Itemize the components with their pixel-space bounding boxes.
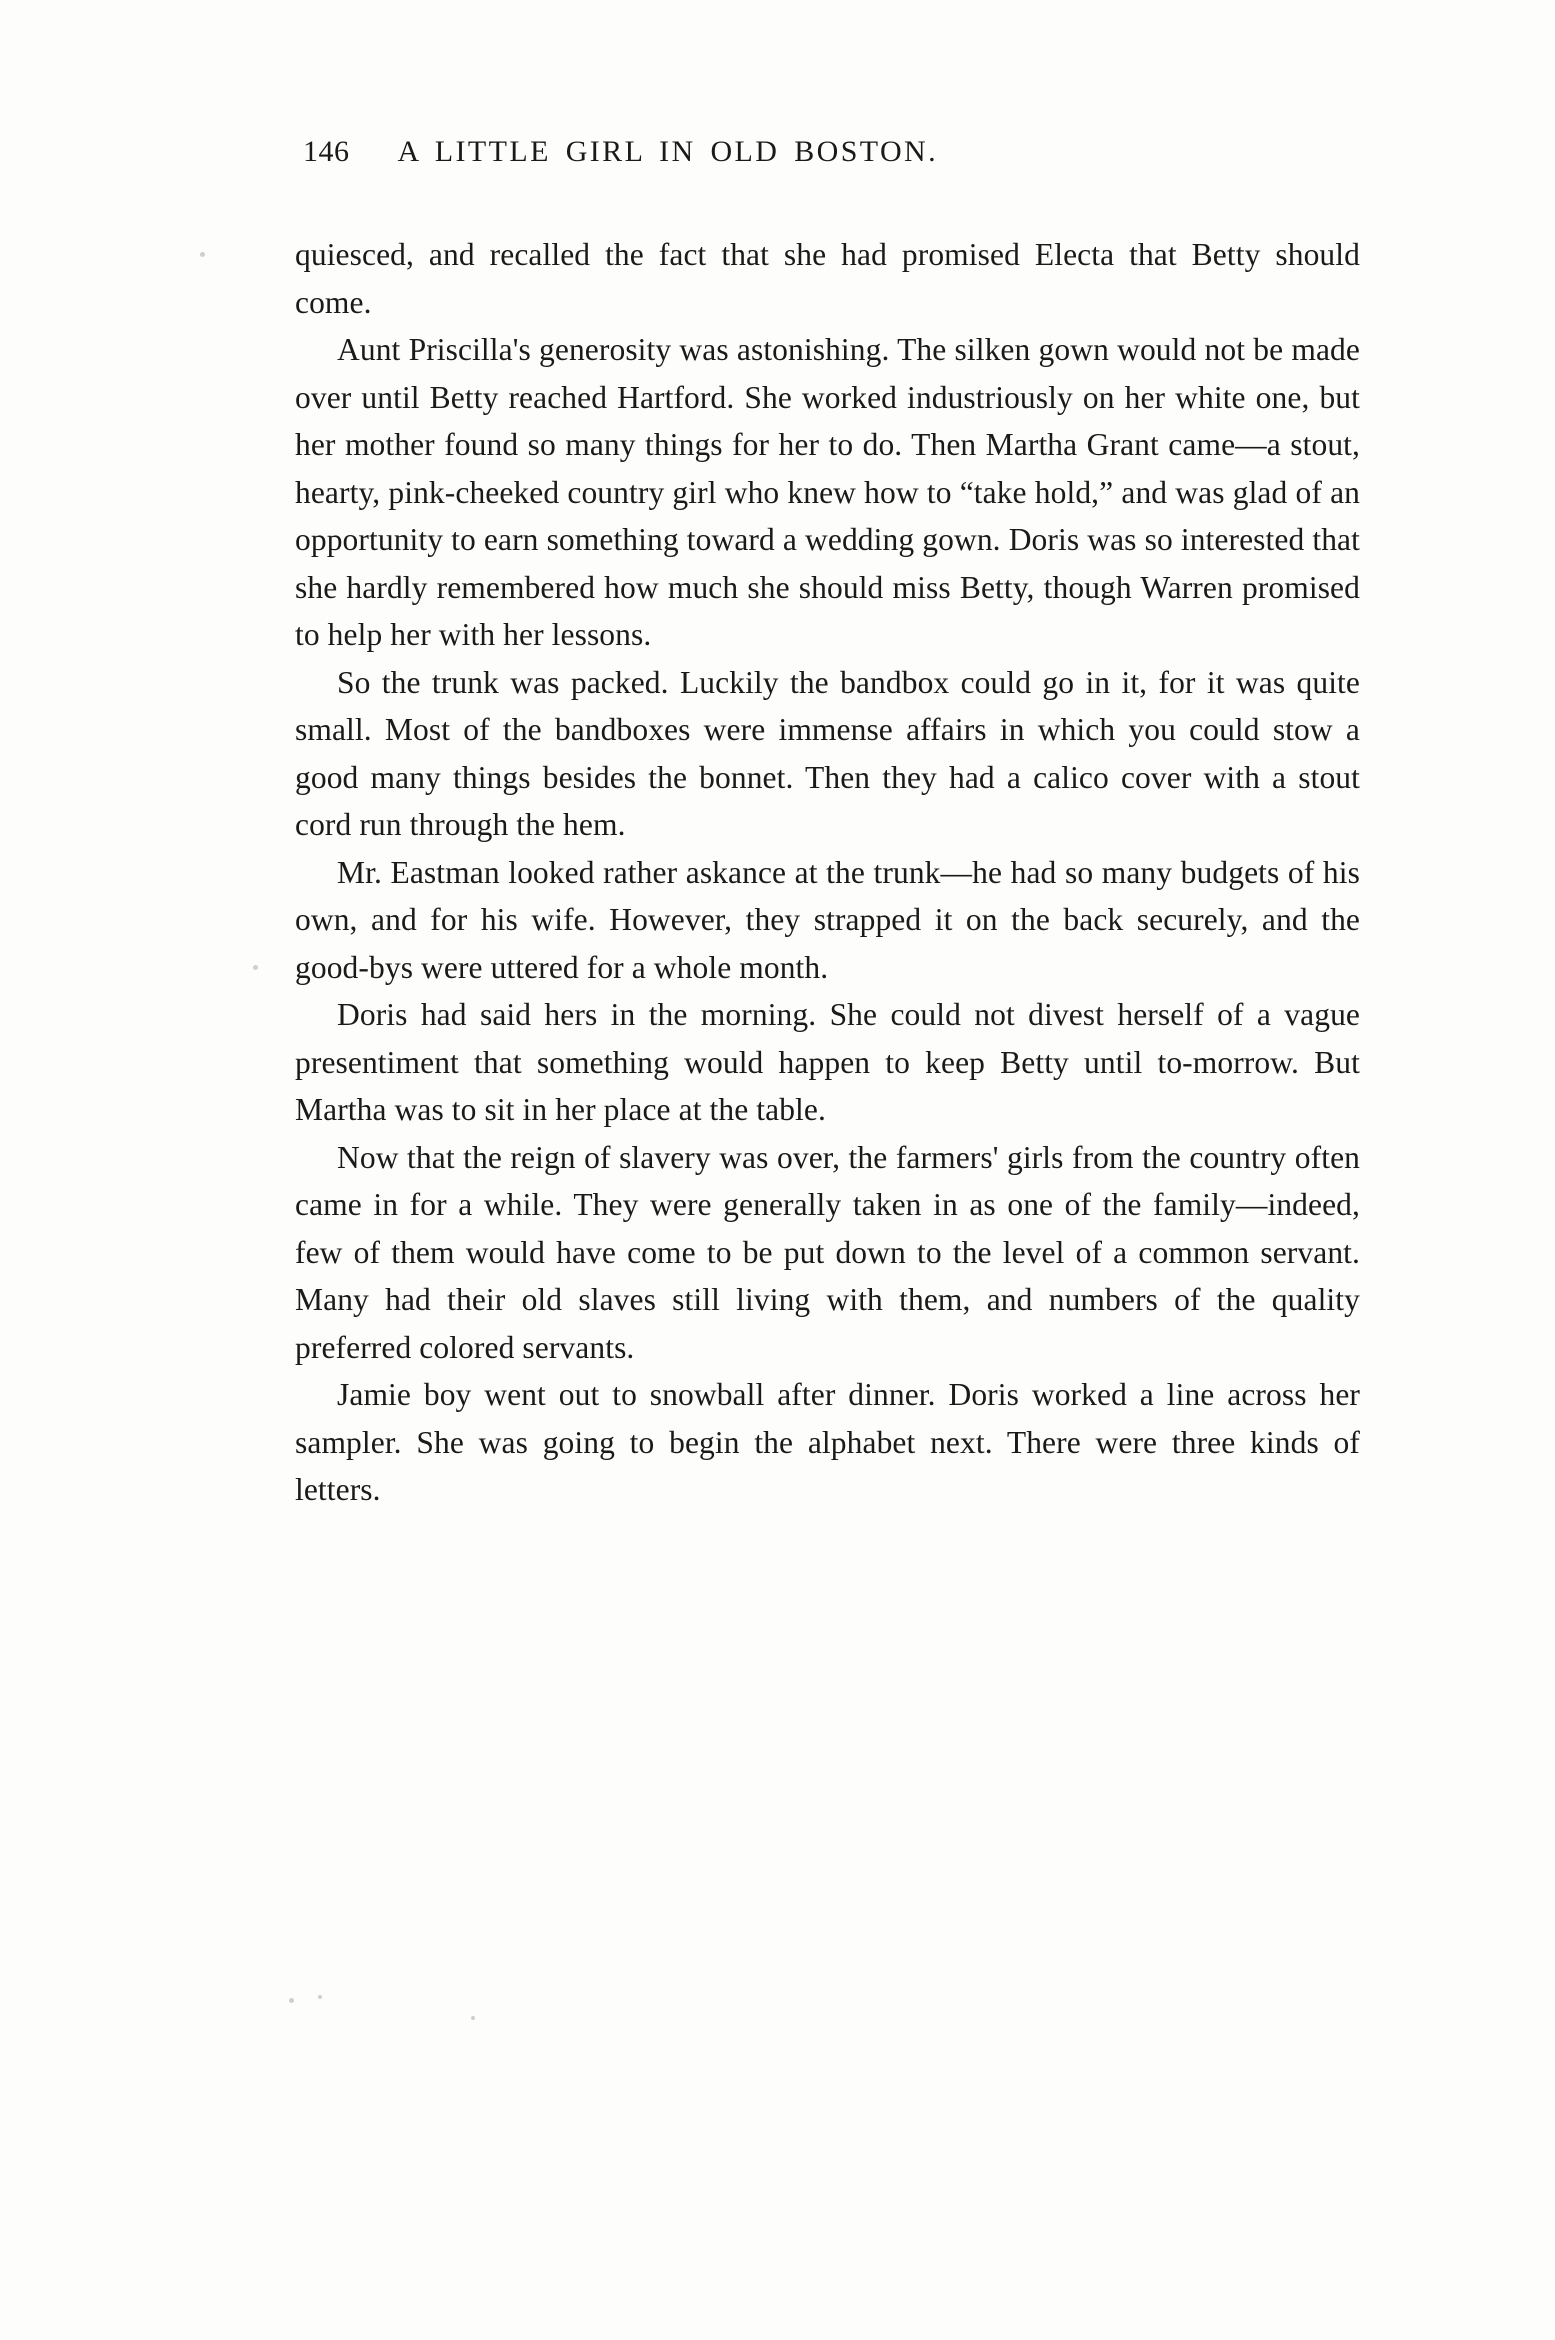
paragraph: Mr. Eastman looked rather askance at the trunk—he had so many budgets of his own, and for his wife. However, they strapped it on the back securely, and the good-bys were uttered for a whole month. [295,854,1360,985]
print-speck [200,252,205,257]
page-content [295,135,1360,1514]
paragraph: Now that the reign of slavery was over, the farmers' girls from the country often came in for a while. They were generally taken in as one of the family—indeed, few of them would have come to be put down to the level of a common servant. Many had their old slaves still living with them, and numbers of the quality preferred colored servants. [295,1139,1360,1365]
print-speck [318,1995,322,1999]
running-title: A LITTLE GIRL IN OLD BOSTON. [397,135,938,168]
paragraph: Doris had said hers in the morning. She could not divest herself of a vague presentiment that something would happen to keep Betty until to-morrow. But Martha was to sit in her place at the table. [295,997,1360,1127]
paragraph: quiesced, and recalled the fact that she had promised Electa that Betty should come. [295,237,1360,320]
print-speck [253,965,258,970]
paragraph: Jamie boy went out to snowball after dinner. Doris worked a line across her sampler. She was going to begin the alphabet next. There were three kinds of letters. [295,1377,1360,1507]
print-speck [471,2016,475,2020]
body-text [295,231,1360,1514]
running-head [295,135,1360,169]
paragraph: So the trunk was packed. Luckily the bandbox could go in it, for it was quite small. Most of the bandboxes were immense affairs in which you could stow a good many things besides the bonnet. Then they had a calico cover with a stout cord run through the hem. [295,664,1360,842]
paragraph: Aunt Priscilla's generosity was astonishing. The silken gown would not be made over until Betty reached Hartford. She worked industriously on her white one, but her mother found so many things for her to do. Then Martha Grant came—a stout, hearty, pink-cheeked country girl who knew how to “take hold,” and was glad of an opportunity to earn something toward a wedding gown. Doris was so interested that she hardly remembered how much she should miss Betty, though Warren promised to help her with her lessons. [295,332,1360,652]
print-speck [289,1998,294,2003]
page-number: 146 [303,135,350,168]
